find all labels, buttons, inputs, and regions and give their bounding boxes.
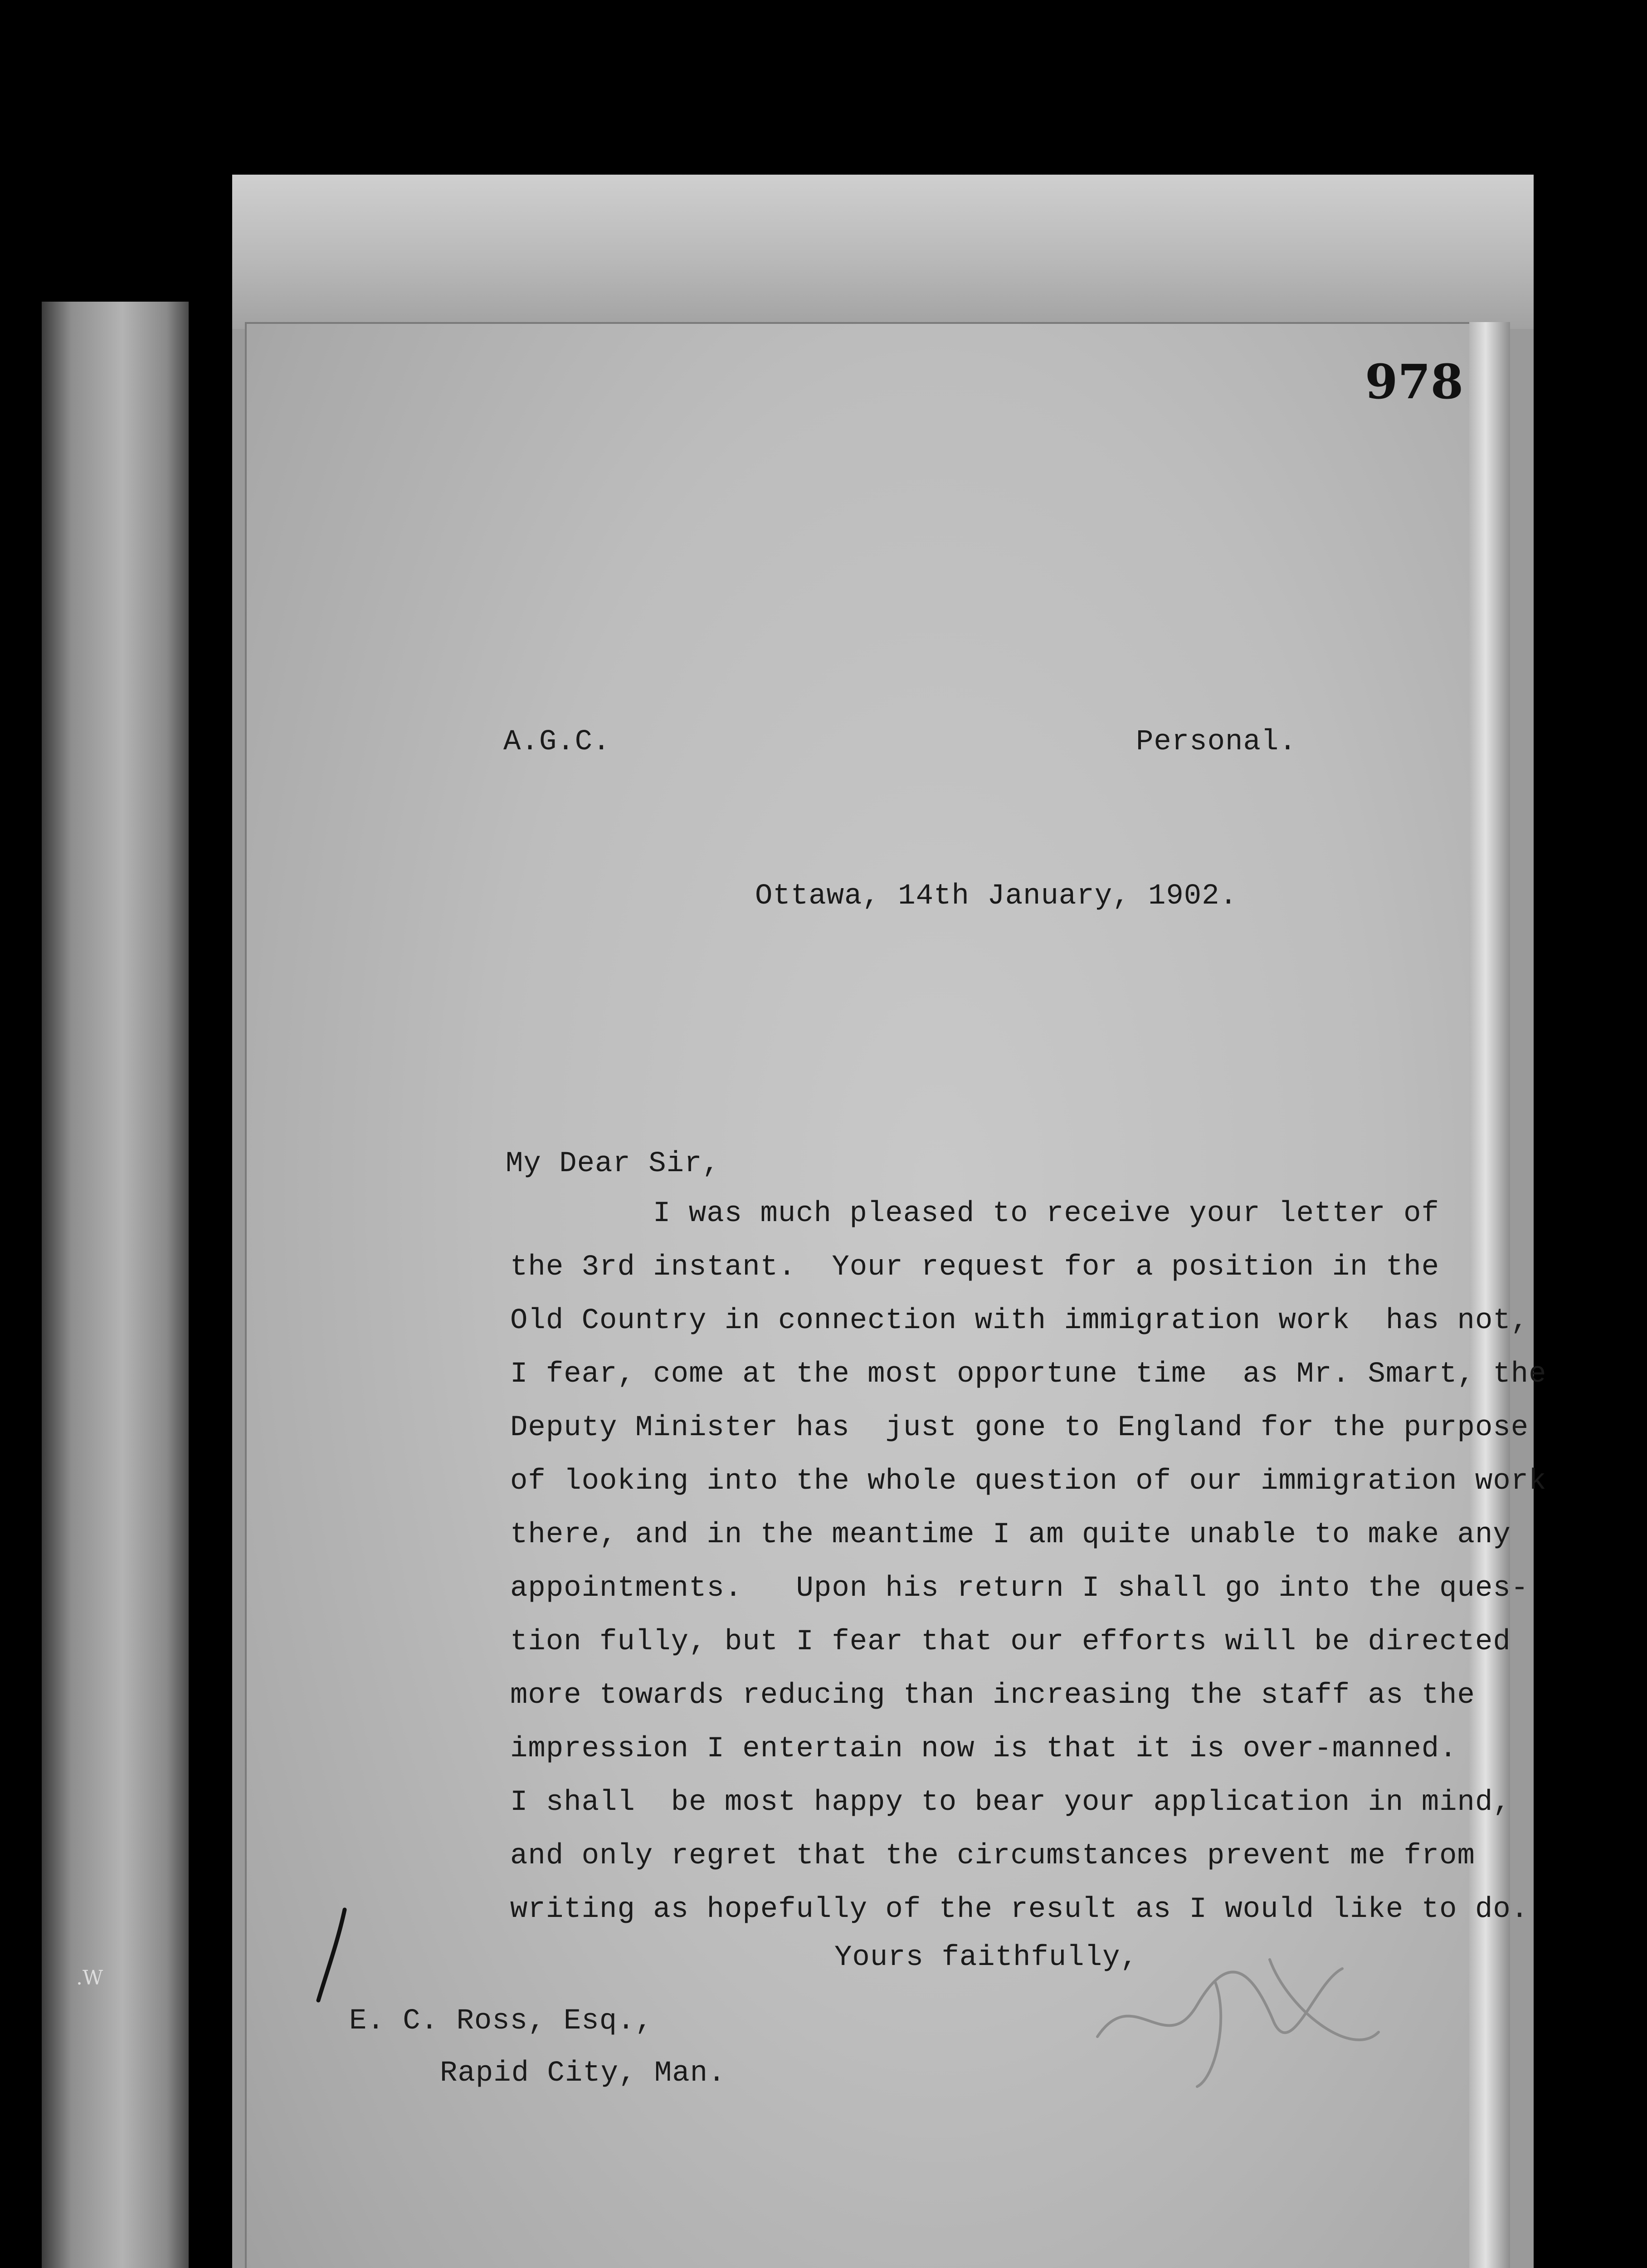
body-line: impression I entertain now is that it is over-manned. [510,1733,1457,1765]
pencil-mark [313,1905,354,2005]
body-line: Deputy Minister has just gone to England for the purpose [510,1412,1529,1444]
body-line: there, and in the meantime I am quite unable to make any [510,1519,1511,1551]
body-line: I fear, come at the most opportune time as Mr. Smart, the [510,1358,1547,1391]
body-line: I was much pleased to receive your letter of [653,1198,1439,1230]
body-line: and only regret that the circumstances prevent me from [510,1840,1475,1872]
body-line: the 3rd instant. Your request for a position in the [510,1251,1440,1284]
body-line: tion fully, but I fear that our efforts will be directed [510,1626,1511,1658]
letter-sheet-edge [1469,322,1510,2268]
page-number: 978 [1365,354,1464,410]
body-line: more towards reducing than increasing the staff as the [510,1679,1475,1712]
folder-backing-top [232,175,1534,329]
body-line: Old Country in connection with immigration work has not, [510,1305,1529,1337]
binding-strip-mark: .W [76,1966,103,1989]
header-personal: Personal. [1136,726,1297,758]
signature-scrawl [1079,1941,1397,2096]
dateline: Ottawa, 14th January, 1902. [755,880,1238,913]
header-initials: A.G.C. [503,726,611,758]
body-line: I shall be most happy to bear your application in mind, [510,1786,1511,1819]
addressee-place: Rapid City, Man. [440,2057,726,2090]
body-line: appointments. Upon his return I shall go into the ques- [510,1572,1529,1605]
body-line: of looking into the whole question of our immigration work [510,1465,1547,1498]
body-line: writing as hopefully of the result as I would like to do. [510,1893,1529,1926]
closing: Yours faithfully, [834,1941,1138,1974]
addressee-name: E. C. Ross, Esq., [349,2005,653,2038]
binding-strip [42,302,189,2268]
salutation: My Dear Sir, [506,1148,720,1180]
